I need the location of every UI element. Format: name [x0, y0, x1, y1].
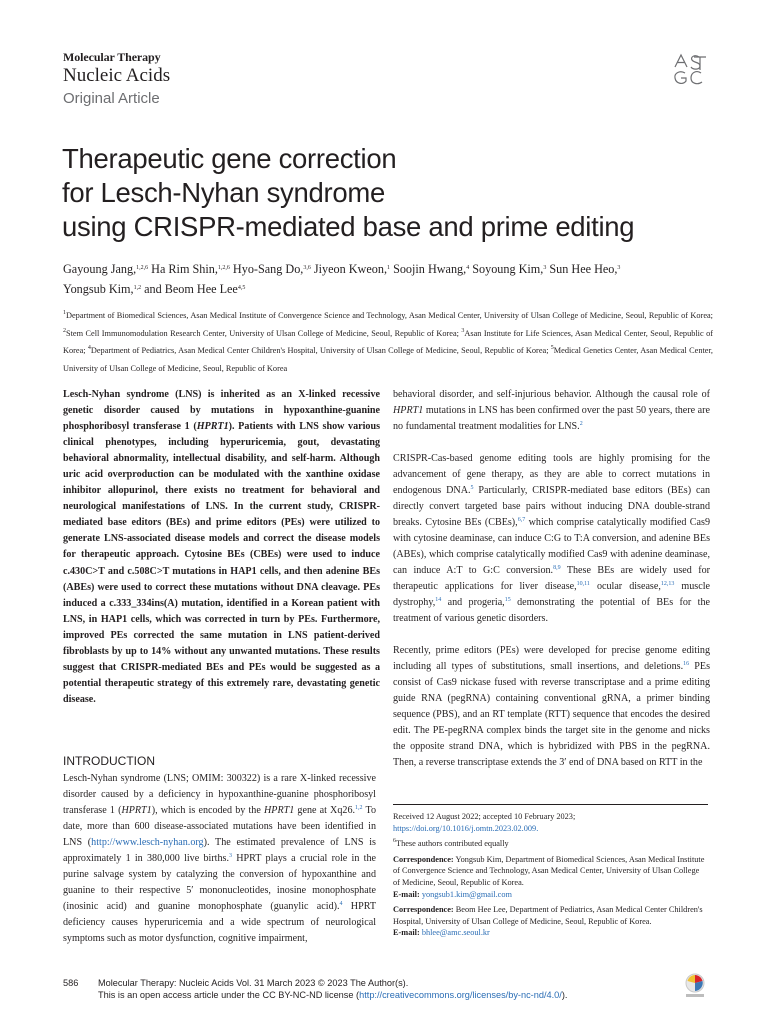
right-column	[393, 387, 710, 787]
gene-name: HPRT1	[121, 805, 152, 816]
body-text: mutations in LNS has been confirmed over the past 50 years, there are no fundamental treatment modalities for LNS.	[393, 405, 710, 433]
citation-link[interactable]: 8,9	[553, 564, 561, 571]
citation-link[interactable]: 5	[470, 484, 474, 491]
email-label: E-mail:	[393, 928, 420, 938]
license-statement	[98, 990, 567, 1002]
gene-name: HPRT1	[393, 405, 424, 417]
citation-link[interactable]: 3	[229, 853, 232, 859]
body-paragraph	[393, 387, 710, 435]
citation-link[interactable]: 4	[339, 901, 343, 907]
body-text: behavioral disorder, and self-injurious behavior. Although the causal role of	[393, 389, 710, 400]
author-name: Soyoung Kim,	[472, 262, 544, 276]
author-name: Sun Hee Heo,	[549, 262, 618, 276]
body-paragraph	[393, 643, 710, 771]
journal-citation: Molecular Therapy: Nucleic Acids Vol. 31 March 2023 © 2023 The Author(s).	[98, 978, 409, 988]
author-affiliation-ref: 3	[617, 265, 621, 271]
journal-name-line1: Molecular Therapy	[63, 50, 161, 64]
affiliation-number: 1	[63, 310, 66, 316]
article-title	[62, 142, 722, 244]
equal-contribution-text: These authors contributed equally	[396, 839, 509, 849]
abstract-text: Lesch-Nyhan syndrome (LNS) is inherited as an X-linked recessive genetic disorder caused by mutations in hypoxanthine-guanine phosphoribosyl transferase 1 (	[63, 389, 380, 433]
lesch-nyhan-url-link[interactable]: http://www.lesch-nyhan.org	[91, 837, 204, 848]
affiliation-text: Department of Biomedical Sciences, Asan Medical Institute of Convergence Science and Technology, Asan Medical Center, University of Ulsan College of Medicine, Seoul, Republic of Korea;	[66, 311, 713, 320]
body-text: Lesch-Nyhan syndrome (LNS; OMIM: 300322) is a rare X-linked recessive disorder caused by a deficiency in hypoxanthine-guanine phosphoribosyl transferase 1 (	[63, 773, 376, 816]
correspondence-2	[393, 904, 708, 939]
left-column	[63, 387, 380, 708]
author-affiliation-ref: 1	[387, 265, 391, 271]
page-number: 586	[63, 978, 79, 988]
title-line-2: for Lesch-Nyhan syndrome	[62, 177, 385, 208]
author-name: Hyo-Sang Do,	[232, 262, 304, 276]
body-text: ocular disease,	[589, 581, 661, 593]
author-affiliation-ref: 1,2	[133, 285, 142, 291]
author-affiliation-ref: 1,2,6	[136, 265, 149, 271]
correspondence-1	[393, 854, 708, 900]
abstract-text: ). Patients with LNS show various clinical phenotypes, including hyperuricemia, gout, devastating behavioral abnormality, intellectual disability, and self-harm. Although uric acid overproduction can be modulated with the xanthine oxidase inhibitor allopurinol, there exists no treatment for behavioral and neurological manifestations of LNS. In the current study, CRISPR-mediated base editors (BEs) and prime editors (PEs) were utilized to generate LNS-associated disease models and correct the disease models for therapeutic approach. Cytosine BEs (CBEs) were used to induce c.430C>T and c.508C>T mutations in HAP1 cells, and then adenine BEs (ABEs) were used to correct these mutations without DNA cleavage. PEs induced a c.333_334ins(A) mutation, identified in a Korean patient with LNS, in HAP1 cells, which was corrected in turn by PEs. Furthermore, improved PEs corrected the same mutation in LNS patient-derived fibroblasts by up to 14% without any unwanted mutations. These results suggest that CRISPR-mediated BEs and PEs would be suggested as a potential therapeutic strategy of this extremely rare, devastating genetic disease.	[63, 421, 381, 705]
received-dates	[393, 811, 708, 834]
citation-link[interactable]: 16	[683, 660, 690, 667]
citation-link[interactable]: 10,11	[576, 581, 590, 588]
email-label: E-mail:	[393, 889, 420, 899]
received-text: Received 12 August 2022; accepted 10 February 2023;	[393, 812, 576, 821]
body-text: HPRT plays a crucial role in the purine salvage system by catalyzing the conversion of hypoxanthine and guanine to their respective 5′ mononucleotides, inosine monophosphate (inosinic acid) and guanine monophosphate (guanylic acid).	[63, 853, 376, 912]
body-text: CRISPR-Cas-based genome editing tools are highly promising for the advancement of gene therapy, as they are able to correct mutations in endogenous DNA.	[393, 452, 710, 496]
license-link[interactable]: http://creativecommons.org/licenses/by-nc-nd/4.0/	[359, 989, 562, 1000]
author-affiliation-ref: 3	[543, 265, 547, 271]
affiliation-text: Stem Cell Immunomodulation Research Center, University of Ulsan College of Medicine, Seoul, Republic of Korea;	[66, 328, 462, 338]
body-text: These BEs are widely used for therapeutic applications for liver disease,	[393, 564, 710, 593]
article-type: Original Article	[63, 90, 160, 107]
affiliation-text: Medical Genetics Center, Asan Medical Center, University of Ulsan College of Medicine, Seoul, Republic of Korea	[63, 346, 713, 373]
body-paragraph	[393, 451, 710, 628]
citation-link[interactable]: 15	[504, 597, 511, 604]
footnote-marker: 6	[393, 838, 396, 845]
gene-name: HPRT1	[263, 805, 295, 816]
body-text: demonstrating the potential of BEs for the treatment of various genetic disorders.	[393, 597, 710, 625]
journal-name-line2: Nucleic Acids	[63, 65, 171, 86]
title-line-1: Therapeutic gene correction	[62, 143, 397, 174]
correspondence-text: Yongsub Kim, Department of Biomedical Sciences, Asan Medical Institute of Convergence Science and Technology, Asan Medical Center, University of Ulsan College of Medicine, Seoul, Republic of Korea.	[393, 854, 705, 887]
asgct-logo-icon	[671, 53, 707, 87]
citation-link[interactable]: 14	[435, 597, 442, 604]
affiliation-number: 2	[63, 327, 66, 334]
crossmark-icon[interactable]	[684, 973, 706, 1001]
affiliation-number: 4	[87, 345, 91, 351]
author-name: and Beom Hee Lee	[144, 282, 238, 296]
body-text: gene at Xq26.	[294, 805, 356, 816]
author-affiliation-ref: 4,5	[237, 285, 246, 291]
svg-text:ASGCT: ASGCT	[671, 53, 675, 54]
author-name: Gayoung Jang,	[63, 262, 137, 276]
author-name: Jiyeon Kweon,	[313, 262, 388, 276]
footnotes	[393, 811, 708, 943]
body-text: muscle dystrophy,	[393, 581, 710, 609]
footer-citation	[98, 978, 567, 1001]
author-name: Yongsub Kim,	[63, 282, 134, 296]
author-name: Soojin Hwang,	[393, 262, 467, 276]
email-link[interactable]: yongsub1.kim@gmail.com	[421, 889, 512, 899]
correspondence-label: Correspondence:	[393, 854, 454, 864]
correspondence-label: Correspondence:	[393, 905, 454, 915]
body-text: ), which is encoded by the	[151, 805, 264, 816]
doi-link[interactable]: https://doi.org/10.1016/j.omtn.2023.02.009.	[393, 823, 539, 833]
title-line-3: using CRISPR-mediated base and prime editing	[62, 211, 635, 242]
author-affiliation-ref: 4	[466, 265, 470, 271]
affiliation-text: Asan Institute for Life Sciences, Asan Medical Center, Seoul, Republic of Korea;	[63, 328, 714, 355]
journal-header	[63, 50, 170, 107]
citation-link[interactable]: 12,13	[660, 581, 675, 588]
affiliations	[63, 307, 713, 377]
author-affiliation-ref: 1,2,6	[217, 265, 230, 271]
body-text: ). The estimated prevalence of LNS is approximately 1 in 380,000 live births.	[63, 837, 376, 864]
body-text: PEs consist of Cas9 nickase fused with reverse transcriptase and a prime editing guide RNA (pegRNA) containing conventional gRNA, a primer binding sequence (PBS), and an RT template (RTT) sequence that encodes the desired edit. The PE-pegRNA complex binds the target site in the genome and nicks the opposite strand DNA, which is hybridized with PBS in the pegRNA. Then, a reverse transcriptase extends the 3′ end of DNA based on RTT in the	[393, 660, 710, 768]
affiliation-number: 5	[550, 345, 554, 351]
gene-name: HPRT1	[196, 421, 229, 433]
body-text: HPRT deficiency causes hyperuricemia and a wide spectrum of neurological symptoms such as motor dysfunction, cognitive impairment,	[63, 901, 377, 944]
section-heading-introduction: INTRODUCTION	[63, 754, 155, 768]
body-text: Particularly, CRISPR-mediated base editors (BEs) can directly convert targeted base pairs without inducing DNA double-strand breaks. Cytosine BEs (CBEs),	[393, 484, 710, 528]
footnote-divider	[393, 804, 708, 805]
body-text: To date, more than 600 disease-associated mutations have been identified in LNS (	[63, 805, 376, 848]
citation-link[interactable]: 1,2	[355, 805, 363, 811]
author-list	[63, 259, 713, 299]
abstract	[63, 387, 380, 708]
correspondence-text: Beom Hee Lee, Department of Pediatrics, Asan Medical Center Children's Hospital, University of Ulsan College of Medicine, Seoul, Republic of Korea.	[393, 905, 703, 926]
affiliation-number: 3	[461, 327, 465, 334]
body-text: Recently, prime editors (PEs) were developed for precise genome editing including all types of substitutions, small insertions, and deletions.	[393, 644, 710, 672]
introduction-paragraph	[63, 771, 376, 947]
license-text: ).	[561, 989, 568, 1000]
author-name: Ha Rim Shin,	[151, 262, 218, 276]
body-text: which comprise catalytically modified Cas9 with cytosine deaminase, can induce C:G to T:A conversion, and adenine BEs (ABEs), which comprise catalytically modified Cas9 with adenine deaminase, can induce A:T to G:C conversion.	[393, 516, 710, 576]
author-affiliation-ref: 3,6	[303, 265, 311, 271]
email-link[interactable]: bhlee@amc.seoul.kr	[421, 928, 490, 938]
body-text: and progeria,	[441, 597, 505, 609]
equal-contribution-note	[393, 838, 708, 850]
license-text: This is an open access article under the CC BY-NC-ND license (	[98, 989, 360, 1000]
citation-link[interactable]: 6,7	[517, 516, 526, 523]
affiliation-text: Department of Pediatrics, Asan Medical Center Children's Hospital, University of Ulsan College of Medicine, Seoul, Republic of Korea;	[90, 346, 551, 355]
citation-link[interactable]: 2	[579, 421, 583, 428]
